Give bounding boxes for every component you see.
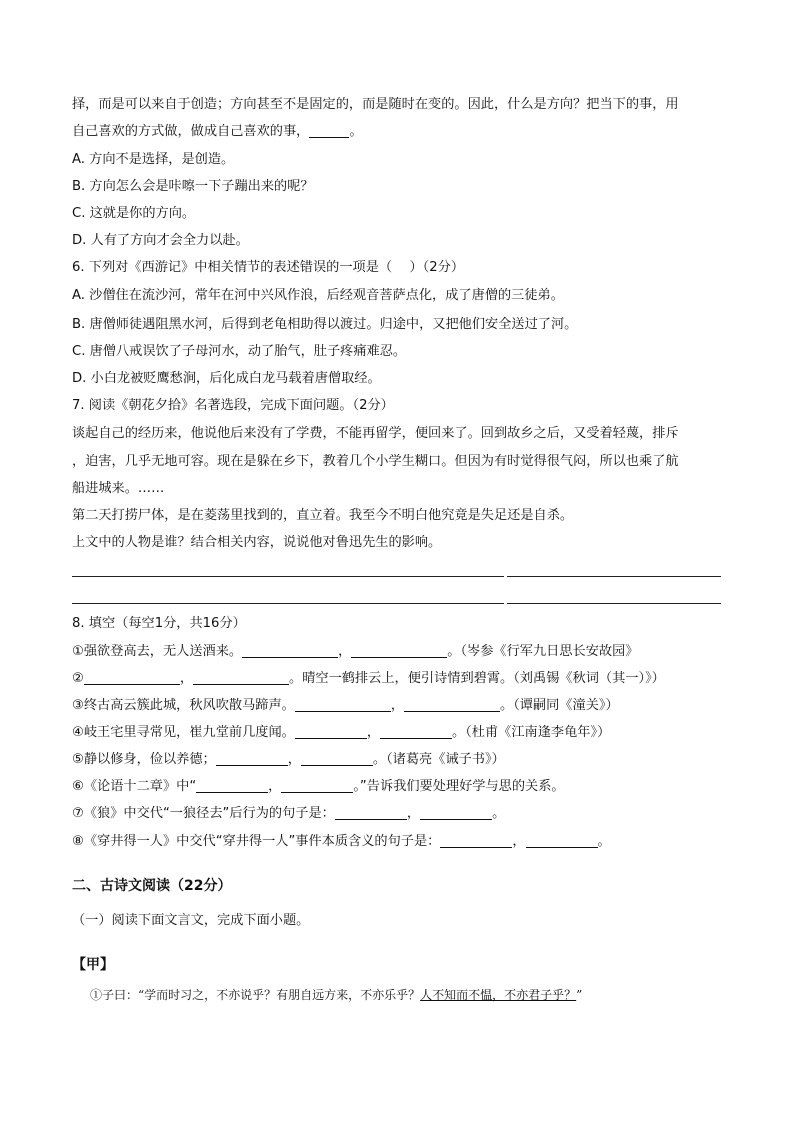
answer-blank[interactable] [351, 643, 447, 658]
answer-blank[interactable] [420, 805, 492, 820]
quote-text: ①子曰：“学而时习之，不亦说乎？有朋自远方来，不亦乐乎？ [90, 988, 421, 1002]
separator: ， [390, 698, 405, 713]
answer-line[interactable] [507, 603, 721, 604]
excerpt-line: 第二天打捞尸体，是在菱荡里找到的，直立着。我至今不明白他究竟是失足还是自杀。 [72, 508, 574, 523]
section-heading: 二、古诗文阅读（22分） [72, 878, 232, 894]
question-7-stem: 7. 阅读《朝花夕拾》名著选段，完成下面问题。（2分） [72, 398, 394, 413]
verse-source: 。晴空一鹤排云上，便引诗情到碧霄。（刘禹锡《秋词（其一）》） [289, 671, 665, 686]
answer-blank[interactable] [295, 697, 391, 712]
answer-blank[interactable] [216, 751, 288, 766]
option-a: A. 沙僧住在流沙河，常年在河中兴风作浪，后经观音菩萨点化，成了唐僧的三徒弟。 [72, 288, 564, 303]
passage-line: 择，而是可以来自于创造；方向甚至不是固定的，而是随时在变的。因此，什么是方向？把当下的事，用 [72, 97, 679, 112]
option-d: D. 人有了方向才会全力以赴。 [72, 233, 249, 248]
answer-blank[interactable] [193, 670, 289, 685]
answer-line[interactable] [72, 603, 504, 604]
fill-line-4 [72, 723, 722, 743]
verse-source: 。”告诉我们要处理好学与思的关系。 [353, 779, 565, 794]
passage-line-with-blank [72, 122, 722, 142]
passage-text: 自己喜欢的方式做，做成自己喜欢的事， [72, 124, 310, 139]
verse-text: ② [72, 671, 84, 686]
excerpt-line: 谈起自己的经历来，他说他后来没有了学费，不能再留学，便回来了。回到故乡之后，又受着轻蔑，排斥 [72, 426, 679, 441]
classical-quote [90, 985, 722, 1005]
verse-text: ⑦《狼》中交代“一狼径去”后行为的句子是： [72, 806, 335, 821]
verse-source: 。（谭嗣同《潼关》） [500, 698, 619, 713]
quote-close: ” [576, 988, 583, 1002]
answer-blank[interactable] [281, 778, 353, 793]
underlined-quote: 人不知而不愠，不亦君子乎？ [420, 988, 577, 1002]
verse-text: ①强欲登高去，无人送酒来。 [72, 644, 243, 659]
answer-blank[interactable] [440, 833, 512, 848]
passage-label: 【甲】 [72, 957, 114, 973]
verse-source: 。（杜甫《江南逢李龟年》） [452, 725, 611, 740]
verse-source: 。（岑参《行军九日思长安故园》 [447, 644, 639, 659]
separator: ， [179, 671, 194, 686]
answer-blank[interactable] [84, 670, 180, 685]
option-b: B. 方向怎么会是咔嚓一下子蹦出来的呢？ [72, 179, 314, 194]
fill-line-3 [72, 696, 722, 716]
section-instruction: （一）阅读下面文言文，完成下面小题。 [72, 913, 310, 928]
answer-line[interactable] [507, 576, 721, 577]
answer-blank[interactable] [196, 778, 268, 793]
separator: ， [366, 725, 381, 740]
answer-blank[interactable] [301, 751, 373, 766]
verse-text: ⑧《穿井得一人》中交代“穿井得一人”事件本质含义的句子是： [72, 834, 441, 849]
verse-source: 。（诸葛亮《诫子书》） [372, 752, 505, 767]
option-c: C. 唐僧八戒误饮了子母河水，动了胎气，肚子疼痛难忍。 [72, 344, 407, 359]
answer-blank[interactable] [309, 123, 349, 138]
answer-blank[interactable] [335, 805, 407, 820]
excerpt-line: 船进城来。…… [72, 481, 165, 496]
fill-line-6 [72, 777, 722, 797]
separator: ， [287, 752, 301, 767]
answer-blank[interactable] [380, 724, 452, 739]
separator: ， [406, 806, 421, 821]
separator: ， [268, 779, 282, 794]
verse-source: 。 [597, 834, 611, 849]
fill-line-5 [72, 750, 722, 770]
answer-blank[interactable] [526, 833, 598, 848]
excerpt-line: ，迫害，几乎无地可容。现在是躲在乡下，教着几个小学生糊口。但因为有时觉得很气闷，所以也乘了航 [72, 454, 679, 469]
option-b: B. 唐僧师徒遇阻黑水河，后得到老龟相助得以渡过。归途中，又把他们安全送过了河。 [72, 317, 578, 332]
fill-line-7 [72, 804, 722, 824]
passage-text: 。 [349, 124, 363, 139]
question-6-stem: 6. 下列对《西游记》中相关情节的表述错误的一项是（ ）（2分） [72, 260, 465, 275]
separator: ， [512, 834, 526, 849]
option-d: D. 小白龙被贬鹰愁涧，后化成白龙马载着唐僧取经。 [72, 371, 381, 386]
verse-text: ⑥《论语十二章》中“ [72, 779, 197, 794]
verse-text: ③终古高云簇此城，秋风吹散马蹄声。 [72, 698, 295, 713]
option-a: A. 方向不是选择，是创造。 [72, 152, 235, 167]
option-c: C. 这就是你的方向。 [72, 206, 196, 221]
answer-blank[interactable] [404, 697, 500, 712]
fill-line-8 [72, 832, 722, 852]
question-7-ask: 上文中的人物是谁？结合相关内容，说说他对鲁迅先生的影响。 [72, 535, 442, 550]
verse-source: 。 [492, 806, 506, 821]
question-8-stem: 8. 填空（每空1分，共16分） [72, 616, 246, 631]
verse-text: ④岐王宅里寻常见，崔九堂前几度闻。 [72, 725, 295, 740]
fill-line-1 [72, 642, 722, 662]
answer-line[interactable] [72, 576, 504, 577]
fill-line-2 [72, 669, 722, 689]
answer-blank[interactable] [242, 643, 338, 658]
answer-blank[interactable] [295, 724, 367, 739]
separator: ， [338, 644, 352, 659]
verse-text: ⑤静以修身，俭以养德； [72, 752, 216, 767]
